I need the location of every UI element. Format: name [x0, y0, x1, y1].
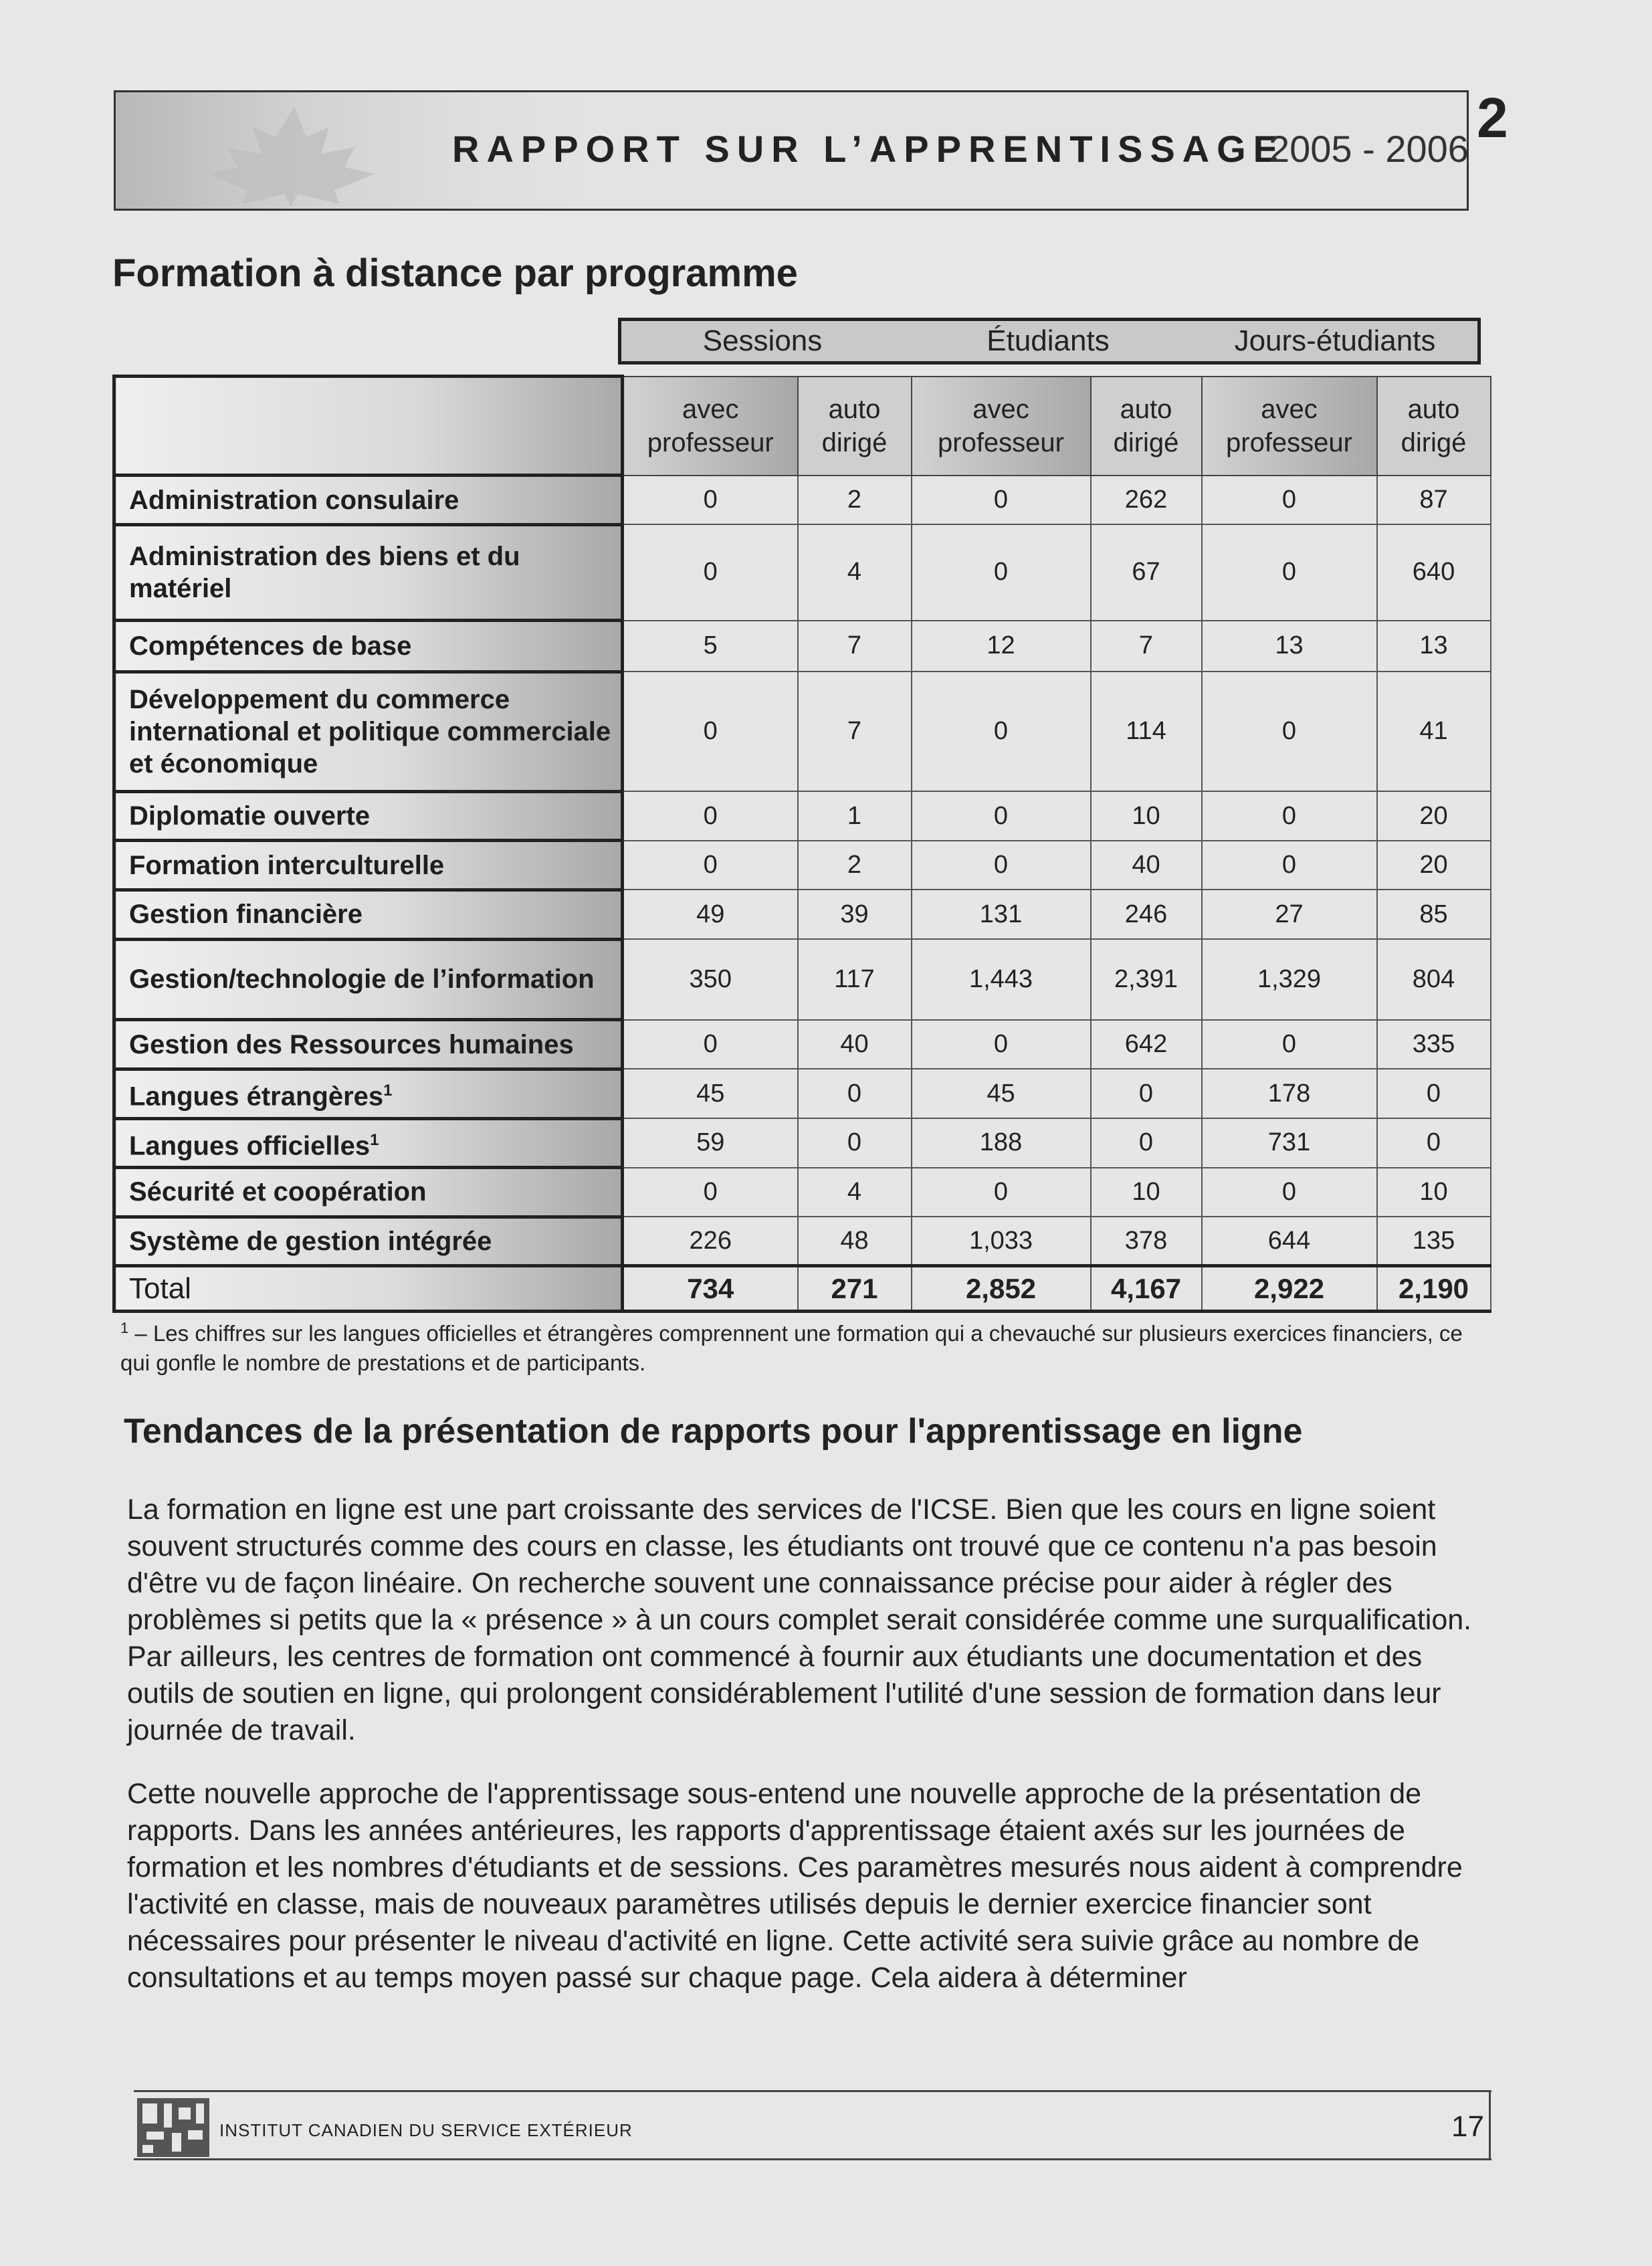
- total-cell: 2,190: [1377, 1266, 1491, 1312]
- row-label: [114, 1118, 623, 1168]
- table-cell: 0: [912, 841, 1091, 890]
- table-cell: 0: [912, 672, 1091, 791]
- row-label-text: Compétences de base: [129, 631, 412, 661]
- table-cell: 5: [623, 621, 798, 672]
- table-cell: 246: [1091, 890, 1202, 939]
- group-etudiants: Étudiants: [987, 324, 1110, 357]
- table-cell: 4: [798, 1168, 912, 1217]
- table-row: [114, 672, 1491, 791]
- table-cell: 13: [1377, 621, 1491, 672]
- table-cell: 0: [912, 1168, 1091, 1217]
- table-cell: 0: [623, 1020, 798, 1069]
- table-cell: 804: [1377, 939, 1491, 1020]
- table-cell: 0: [623, 1168, 798, 1217]
- table-cell: 640: [1377, 524, 1491, 620]
- table-row: [114, 1168, 1491, 1217]
- table-cell: 117: [798, 939, 912, 1020]
- total-cell: 734: [623, 1266, 798, 1312]
- footnote-marker: 1: [120, 1320, 129, 1336]
- table-cell: 49: [623, 890, 798, 939]
- distance-training-table: [112, 375, 1491, 1313]
- row-label: [114, 621, 623, 672]
- table-cell: 20: [1377, 841, 1491, 890]
- row-label: [114, 1168, 623, 1217]
- table-cell: 59: [623, 1118, 798, 1168]
- table-row: [114, 621, 1491, 672]
- table-cell: 0: [1091, 1118, 1202, 1168]
- table-cell: 7: [798, 672, 912, 791]
- table-cell: 1,033: [912, 1217, 1091, 1266]
- footnote-ref: 1: [383, 1082, 393, 1100]
- table-cell: 48: [798, 1217, 912, 1266]
- table-cell: 0: [912, 476, 1091, 525]
- group-jours-etudiants: Jours-étudiants: [1234, 324, 1436, 357]
- row-label-text: Gestion des Ressources humaines: [129, 1029, 574, 1059]
- row-label: [114, 791, 623, 841]
- table-row: [114, 476, 1491, 525]
- maple-leaf-watermark-icon: [154, 100, 435, 207]
- table-cell: 188: [912, 1118, 1091, 1168]
- table-cell: 1,443: [912, 939, 1091, 1020]
- table-row: [114, 841, 1491, 890]
- row-label: [114, 939, 623, 1020]
- table-cell: 4: [798, 524, 912, 620]
- footnote-text: – Les chiffres sur les langues officielles et étrangères comprennent une formation qui a chevauché sur plusieurs exercices financiers, ce qui gonfle le nombre de prestations et de participants.: [120, 1321, 1463, 1375]
- column-header: [623, 377, 798, 476]
- table-corner-cell: [114, 377, 623, 476]
- paragraph-2: Cette nouvelle approche de l'apprentissage sous-entend une nouvelle approche de la présentation de rapports. Dans les années antérieures, les rapports d'apprentissage étaient axés sur les journées de formation et les nombres d'étudiants et de sessions. Ces paramètres mesurés nous aident à comprendre l'activité en classe, mais de nouveaux paramètres utilisés depuis le dernier exercice financier sont nécessaires pour présenter le niveau d'activité en ligne. Cette activité sera suivie grâce au nombre de consultations et au temps moyen passé sur chaque page. Cela aidera à déterminer: [127, 1778, 1463, 1994]
- column-header-line: professeur: [647, 427, 774, 457]
- table-cell: 0: [912, 1020, 1091, 1069]
- table-cell: 2: [798, 476, 912, 525]
- table-row: [114, 1217, 1491, 1266]
- footnote-ref: 1: [370, 1130, 379, 1149]
- row-label: [114, 672, 623, 791]
- total-cell: 4,167: [1091, 1266, 1202, 1312]
- subheader-row: [114, 377, 1491, 476]
- row-label: [114, 1217, 623, 1266]
- table-cell: 0: [1202, 1020, 1377, 1069]
- group-sessions: Sessions: [702, 324, 823, 357]
- table-cell: 10: [1091, 1168, 1202, 1217]
- table-cell: 0: [912, 791, 1091, 841]
- column-header-line: professeur: [938, 427, 1064, 457]
- institution-name: INSTITUT CANADIEN DU SERVICE EXTÉRIEUR: [219, 2120, 633, 2140]
- table-cell: 350: [623, 939, 798, 1020]
- column-header-line: dirigé: [1113, 427, 1179, 457]
- column-header-line: avec: [682, 394, 739, 424]
- page-number: 17: [1451, 2110, 1484, 2143]
- table-row: [114, 939, 1491, 1020]
- report-title: RAPPORT SUR L’APPRENTISSAGE: [452, 128, 1286, 170]
- table-row: [114, 791, 1491, 841]
- table-cell: 0: [1202, 791, 1377, 841]
- table-cell: 0: [623, 476, 798, 525]
- table-row: [114, 890, 1491, 939]
- table-cell: 0: [912, 524, 1091, 620]
- total-row: [114, 1266, 1491, 1312]
- table-cell: 0: [1377, 1118, 1491, 1168]
- table-cell: 45: [623, 1069, 798, 1118]
- row-label: [114, 890, 623, 939]
- table-cell: 0: [1202, 841, 1377, 890]
- table-cell: 0: [623, 524, 798, 620]
- row-label-text: Développement du commerce international et politique commerciale et économique: [129, 684, 611, 779]
- column-header: [1091, 377, 1202, 476]
- table-cell: 0: [1202, 476, 1377, 525]
- table-row: [114, 1118, 1491, 1168]
- table-cell: 10: [1377, 1168, 1491, 1217]
- table-cell: 67: [1091, 524, 1202, 620]
- table-cell: 2: [798, 841, 912, 890]
- table-cell: 644: [1202, 1217, 1377, 1266]
- table-cell: 20: [1377, 791, 1491, 841]
- table-cell: 87: [1377, 476, 1491, 525]
- table-row: [114, 524, 1491, 620]
- table-cell: 114: [1091, 672, 1202, 791]
- table-cell: 642: [1091, 1020, 1202, 1069]
- table-group-header: [618, 318, 1481, 365]
- table-cell: 0: [1202, 1168, 1377, 1217]
- column-header-line: dirigé: [821, 427, 888, 457]
- table-cell: 131: [912, 890, 1091, 939]
- section-heading: Formation à distance par programme: [112, 251, 798, 295]
- table-cell: 0: [1091, 1069, 1202, 1118]
- row-label: [114, 476, 623, 525]
- row-label: [114, 1069, 623, 1118]
- paragraph-1: La formation en ligne est une part croissante des services de l'ICSE. Bien que les cours en ligne soient souvent structurés comme des cours en classe, les étudiants ont trouvé que ce contenu n'a pas besoin d'être vu de façon linéaire. On recherche souvent une connaissance précise pour aider à régler des problèmes si petits que la « présence » à un cours complet serait considérée comme une surqualification. Par ailleurs, les centres de formation ont commencé à fournir aux étudiants une documentation et des outils de soutien en ligne, qui prolongent considérablement l'utilité d'une session de formation dans leur journée de travail.: [127, 1493, 1472, 1746]
- column-header: [1377, 377, 1491, 476]
- table-cell: 0: [623, 791, 798, 841]
- table-cell: 135: [1377, 1217, 1491, 1266]
- institute-logo-icon: [137, 2098, 209, 2157]
- table-cell: 0: [798, 1069, 912, 1118]
- table-cell: 0: [1377, 1069, 1491, 1118]
- footer-rule: [1489, 2090, 1491, 2160]
- table-cell: 40: [1091, 841, 1202, 890]
- row-label-text: Gestion financière: [129, 900, 363, 930]
- footnote: [120, 1314, 1478, 1378]
- total-cell: 2,852: [912, 1266, 1091, 1312]
- table-cell: 731: [1202, 1118, 1377, 1168]
- total-cell: 271: [798, 1266, 912, 1312]
- row-label-text: Diplomatie ouverte: [129, 801, 371, 831]
- table-row: [114, 1020, 1491, 1069]
- total-cell: 2,922: [1202, 1266, 1377, 1312]
- total-label: Total: [114, 1266, 623, 1312]
- table-cell: 1: [798, 791, 912, 841]
- table-cell: 85: [1377, 890, 1491, 939]
- table-cell: 45: [912, 1069, 1091, 1118]
- table-cell: 0: [623, 672, 798, 791]
- column-header-line: avec: [972, 394, 1029, 424]
- column-header-line: professeur: [1226, 427, 1352, 457]
- column-header-line: auto: [828, 394, 881, 424]
- report-year: 2005 - 2006: [1269, 128, 1469, 170]
- column-header-line: dirigé: [1401, 427, 1467, 457]
- table-cell: 12: [912, 621, 1091, 672]
- table-cell: 7: [1091, 621, 1202, 672]
- row-label-text: Formation interculturelle: [129, 850, 445, 880]
- row-label-text: Administration consulaire: [129, 485, 459, 515]
- table-cell: 0: [1202, 672, 1377, 791]
- row-label-text: Langues étrangères: [129, 1082, 384, 1112]
- row-label-text: Système de gestion intégrée: [129, 1227, 492, 1257]
- table-cell: 7: [798, 621, 912, 672]
- row-label-text: Gestion/technologie de l’information: [129, 964, 595, 995]
- table-cell: 10: [1091, 791, 1202, 841]
- table-cell: 1,329: [1202, 939, 1377, 1020]
- column-header-line: auto: [1407, 394, 1460, 424]
- table-cell: 0: [1202, 524, 1377, 620]
- table-cell: 226: [623, 1217, 798, 1266]
- table-cell: 178: [1202, 1069, 1377, 1118]
- table-cell: 27: [1202, 890, 1377, 939]
- table-cell: 0: [798, 1118, 912, 1168]
- row-label-text: Sécurité et coopération: [129, 1177, 427, 1207]
- row-label: [114, 1020, 623, 1069]
- row-label: [114, 524, 623, 620]
- table-cell: 41: [1377, 672, 1491, 791]
- chapter-number: 2: [1477, 86, 1508, 149]
- table-cell: 335: [1377, 1020, 1491, 1069]
- table-row: [114, 1069, 1491, 1118]
- table-cell: 0: [623, 841, 798, 890]
- column-header: [1202, 377, 1377, 476]
- table-cell: 2,391: [1091, 939, 1202, 1020]
- table-cell: 40: [798, 1020, 912, 1069]
- column-header-line: avec: [1261, 394, 1318, 424]
- row-label-text: Administration des biens et du matériel: [129, 541, 520, 603]
- column-header: [798, 377, 912, 476]
- table-cell: 262: [1091, 476, 1202, 525]
- table-cell: 13: [1202, 621, 1377, 672]
- table-cell: 378: [1091, 1217, 1202, 1266]
- trends-heading: Tendances de la présentation de rapports pour l'apprentissage en ligne: [124, 1412, 1303, 1451]
- row-label: [114, 841, 623, 890]
- row-label-text: Langues officielles: [129, 1130, 371, 1160]
- column-header: [912, 377, 1091, 476]
- table-cell: 39: [798, 890, 912, 939]
- column-header-line: auto: [1120, 394, 1172, 424]
